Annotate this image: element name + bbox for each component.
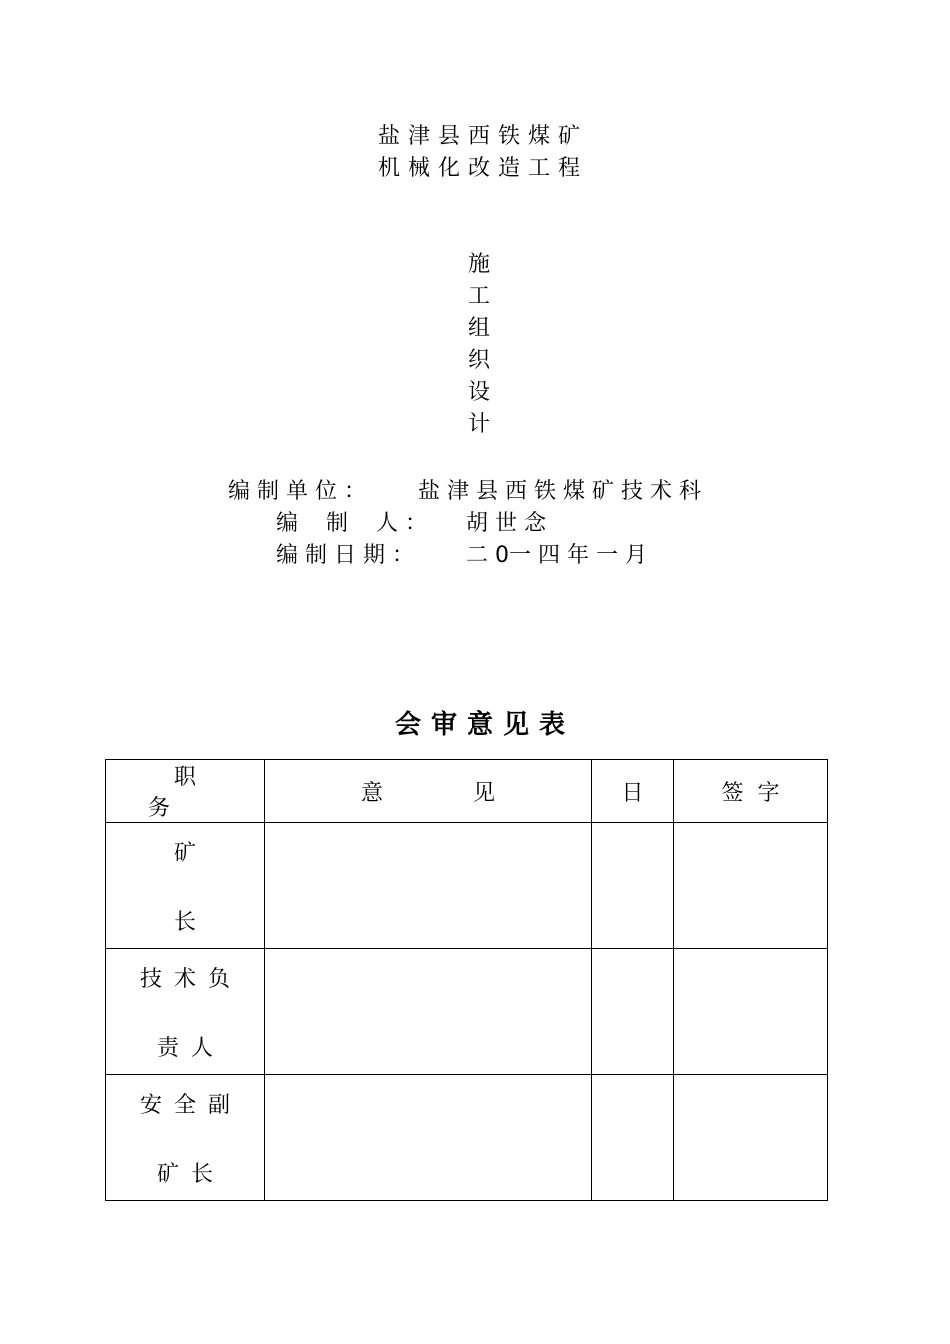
signature-cell [674,949,828,1075]
review-table-title: 会审意见表 [394,710,575,740]
opinion-cell [265,949,592,1075]
compiler-value: 胡 世 念 [466,511,546,536]
role-label-top: 矿 [173,840,208,866]
compile-unit-label: 编 制 单 位 ： [228,479,366,504]
subtitle-char: 计 [467,412,490,437]
role-label-top: 安全副 [139,1092,242,1118]
signature-cell [674,823,828,949]
table-row [106,823,828,949]
opinion-cell [265,823,592,949]
compiler-label: 编 制 人 ： [276,511,427,536]
date-cell [592,1075,674,1201]
table-header-row [106,760,828,823]
review-table [105,759,828,1201]
role-label-bottom: 矿长 [156,1161,225,1187]
compile-date-label: 编 制 日 期 ： [276,543,414,568]
header-duty-label: 职务 [147,765,248,821]
subtitle-char: 工 [467,284,490,309]
table-row [106,1075,828,1201]
header-date-label: 日 [621,780,644,806]
table-row [106,949,828,1075]
cover-title-line-1: 盐津县西铁煤矿 [377,124,588,149]
header-duty [106,760,265,823]
compile-date-value: 二 0一 四 年 一 月 [466,543,647,568]
role-label-bottom: 长 [173,909,208,935]
subtitle-char: 施 [467,252,490,277]
compile-unit-value: 盐 津 县 西 铁 煤 矿 技 术 科 [418,479,701,504]
subtitle-char: 设 [467,380,490,405]
role-label-bottom: 责人 [156,1035,225,1061]
signature-cell [674,1075,828,1201]
header-opinion-label: 意见 [360,780,585,806]
role-cell [106,1075,265,1201]
role-cell [106,949,265,1075]
role-cell [106,823,265,949]
opinion-cell [265,1075,592,1201]
cover-title-line-2: 机械化改造工程 [377,156,588,181]
header-date [592,760,674,823]
subtitle-char: 组 [467,316,490,341]
date-cell [592,949,674,1075]
date-cell [592,823,674,949]
header-sign-label: 签字 [721,780,794,806]
role-label-top: 技术负 [139,966,242,992]
header-opinion [265,760,592,823]
subtitle-char: 织 [467,348,490,373]
header-sign [674,760,828,823]
